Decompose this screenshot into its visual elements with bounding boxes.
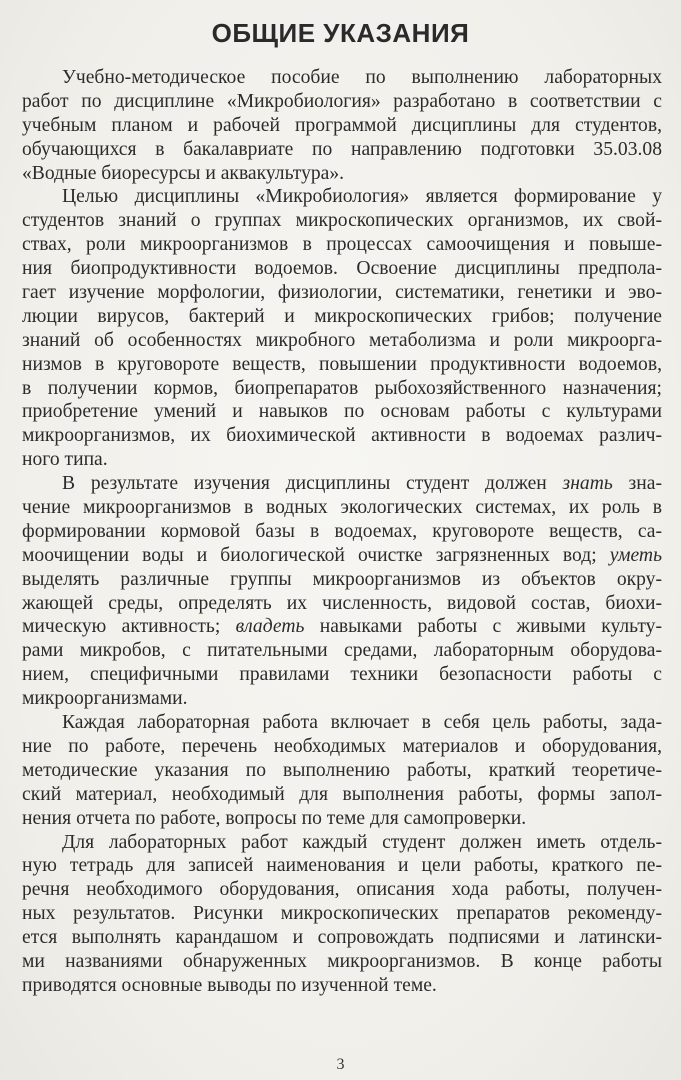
text-line: студентов знаний о группах микроскопических организмов, их свой- <box>22 210 662 232</box>
text-line: учебным планом и рабочей программой дисциплины для студентов, <box>22 114 662 136</box>
text-line: выделять различные группы микроорганизмов из объектов окру- <box>22 568 662 590</box>
text-line: речня необходимого оборудования, описания хода работы, получен- <box>22 879 662 901</box>
text-line: Для лабораторных работ каждый студент должен иметь отдель- <box>62 831 662 853</box>
text-line: гает изучение морфологии, физиологии, систематики, генетики и эво- <box>22 282 662 304</box>
italic-term-master: владеть <box>235 616 305 638</box>
text-line <box>22 544 662 568</box>
text-line: приводятся основные выводы по изученной теме. <box>22 974 437 996</box>
italic-term-know: знать <box>562 473 613 495</box>
text-line: Каждая лабораторная работа включает в себя цель работы, зада- <box>62 712 662 734</box>
text-line: формировании кормовой базы в водоемах, круговороте веществ, са- <box>22 520 662 542</box>
text-line: ную тетрадь для записей наименования и цели работы, краткого пе- <box>22 855 662 877</box>
text-line: методические указания по выполнению работы, краткий теоретиче- <box>22 759 662 781</box>
text-line: люции вирусов, бактерий и микроскопических грибов; получение <box>22 305 662 327</box>
paragraph-1 <box>22 66 662 185</box>
text-run: В результате изучения дисциплины студент должен <box>62 473 563 495</box>
page-title: ОБЩИЕ УКАЗАНИЯ <box>211 18 470 48</box>
text-line: рами микробов, с питательными средами, лабораторным оборудова- <box>22 640 662 662</box>
text-line: ных результатов. Рисунки микроскопических препаратов рекоменду- <box>22 903 662 925</box>
text-line: ми названиями обнаруженных микроорганизмов. В конце работы <box>22 950 662 972</box>
paragraph-3 <box>22 472 662 711</box>
text-run: моочищении воды и биологической очистке загрязненных вод; <box>22 544 610 566</box>
text-line: чение микроорганизмов в водных экологических системах, их роль в <box>22 497 662 519</box>
text-line: Целью дисциплины «Микробиология» является формирование у <box>62 186 662 208</box>
text-line: ский материал, необходимый для выполнения работы, формы запол- <box>22 783 662 805</box>
text-line: ствах, роли микроорганизмов в процессах самоочищения и повыше- <box>22 234 662 256</box>
paragraph-4 <box>22 711 662 830</box>
text-run: мическую активность; <box>22 616 236 638</box>
paragraph-5 <box>22 831 662 998</box>
text-line: ется выполнять карандашом и сопровождать подписями и латински- <box>22 927 662 949</box>
body-text <box>22 66 662 998</box>
paragraph-2 <box>22 185 662 472</box>
text-line: «Водные биоресурсы и аквакультура». <box>22 162 345 184</box>
text-line: знаний об особенностях микробного метаболизма и роли микроорга- <box>22 329 662 351</box>
italic-term-be-able: уметь <box>609 544 662 566</box>
text-line: работ по дисциплине «Микробиология» разработано в соответствии с <box>22 90 662 112</box>
text-line: нения отчета по работе, вопросы по теме для самопроверки. <box>22 807 527 829</box>
text-line: нием, специфичными правилами техники безопасности работы с <box>22 664 662 686</box>
text-line: микроорганизмов, их биохимической активности в водоемах различ- <box>22 425 662 447</box>
text-line: ного типа. <box>22 449 108 471</box>
text-line: жающей среды, определять их численность, видовой состав, биохи- <box>22 592 662 614</box>
text-line <box>22 615 662 639</box>
text-line: ние по работе, перечень необходимых материалов и оборудования, <box>22 735 662 757</box>
text-run: зна- <box>612 473 662 495</box>
text-line: микроорганизмами. <box>22 688 188 710</box>
text-run: навыками работы с живыми культу- <box>304 616 662 638</box>
text-line: приобретение умений и навыков по основам работы с культурами <box>22 401 662 423</box>
text-line: низмов в круговороте веществ, повышении продуктивности водоемов, <box>22 353 662 375</box>
text-line <box>22 472 662 496</box>
text-line: ния биопродуктивности водоемов. Освоение дисциплины предпола- <box>22 258 662 280</box>
text-line: Учебно-методическое пособие по выполнению лабораторных <box>62 67 662 88</box>
text-line: обучающихся в бакалавриате по направлению подготовки 35.03.08 <box>22 138 662 160</box>
page-number: 3 <box>336 1056 345 1073</box>
text-line: в получении кормов, биопрепаратов рыбохозяйственного назначения; <box>22 377 662 399</box>
